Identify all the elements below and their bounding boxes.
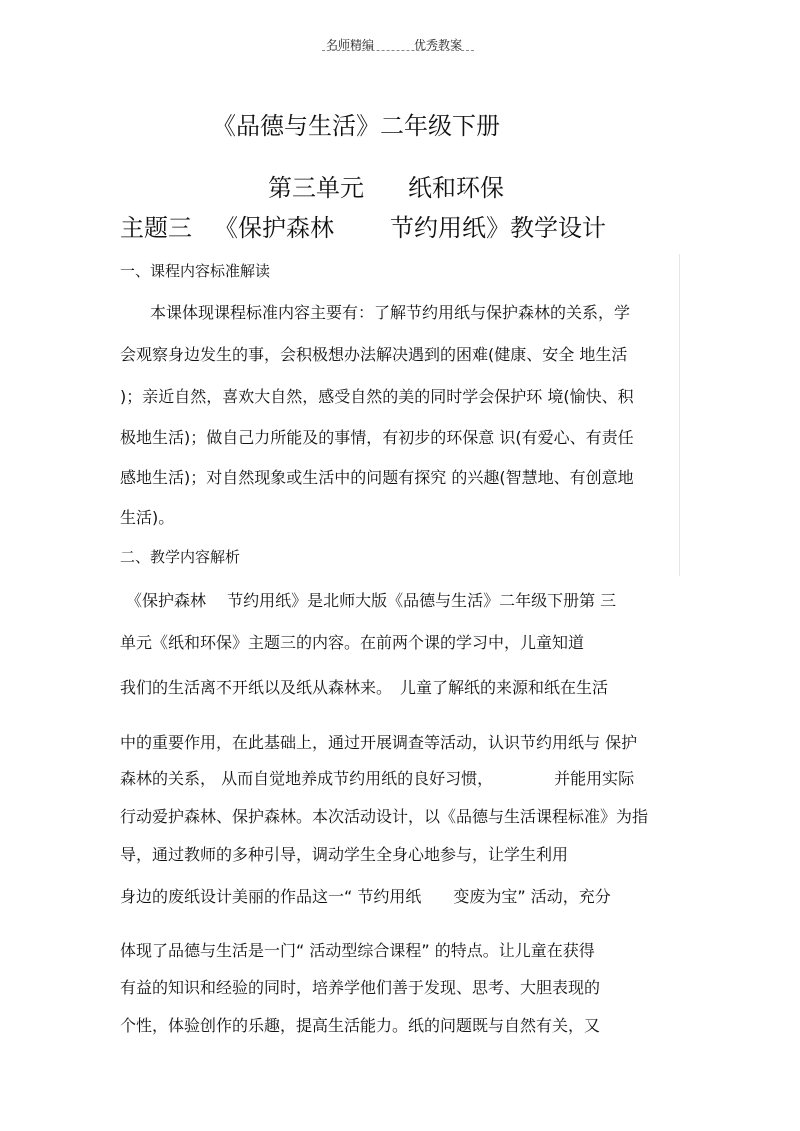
section1-line: 极地生活)；做自己力所能及的事情，有初步的环保意 识(有爱心、有责任 bbox=[120, 428, 634, 447]
section2-line: 导，通过教师的多种引导，调动学生全身心地参与，让学生利用 bbox=[120, 845, 569, 864]
section2-line: 行动爱护森林、保护森林。本次活动设计，以《品德与生活课程标准》为指 bbox=[120, 807, 649, 826]
section2-line: 体现了品德与生活是一门“ 活动型综合课程” 的特点。让儿童在获得 bbox=[120, 941, 595, 960]
section2-line: 《保护森林 节约用纸》是北师大版《品德与生活》二年级下册第 三 bbox=[126, 591, 617, 610]
section1-line: 会观察身边发生的事，会积极想办法解决遇到的困难(健康、安全 地生活 bbox=[120, 345, 628, 364]
section1-line: )；亲近自然，喜欢大自然，感受自然的美的同时学会保护环 境(愉快、积 bbox=[120, 387, 634, 406]
header-left: 名师精编 bbox=[326, 38, 375, 52]
theme-name-part1: 《保护森林 bbox=[214, 214, 334, 242]
section2-line: 森林的关系， 从而自觉地养成节约用纸的良好习惯， 并能用实际 bbox=[120, 769, 635, 788]
section2-line: 我们的生活离不开纸以及纸从森林来。 儿童了解纸的来源和纸在生活 bbox=[120, 678, 609, 697]
theme-name-part2: 节约用纸》教学设计 bbox=[390, 214, 606, 242]
section2-line: 个性，体验创作的乐趣，提高生活能力。纸的问题既与自然有关，又 bbox=[120, 1016, 601, 1035]
section2-line: 中的重要作用，在此基础上，通过开展调查等活动，认识节约用纸与 保护 bbox=[120, 733, 638, 752]
section1-heading: 一、课程内容标准解读 bbox=[120, 262, 271, 280]
unit-label: 第三单元 bbox=[268, 174, 364, 202]
header-right: 优秀教案 bbox=[414, 38, 463, 52]
unit-title bbox=[268, 168, 504, 203]
section1-line: 本课体现课程标准内容主要有：了解节约用纸与保护森林的关系，学 bbox=[150, 303, 631, 322]
section2-line: 有益的知识和经验的同时，培养学他们善于发现、思考、大胆表现的 bbox=[120, 978, 601, 997]
theme-title bbox=[120, 208, 606, 243]
theme-label: 主题三 bbox=[120, 214, 192, 242]
header-divider bbox=[322, 50, 474, 51]
section2-line: 单元《纸和环保》主题三的内容。在前两个课的学习中，儿童知道 bbox=[120, 633, 585, 652]
section2-line: 身边的废纸设计美丽的作品这一“ 节约用纸 变废为宝” 活动，充分 bbox=[120, 887, 611, 906]
unit-name: 纸和环保 bbox=[408, 174, 504, 202]
section2-heading: 二、教学内容解析 bbox=[120, 548, 241, 566]
section1-line: 生活)。 bbox=[120, 508, 175, 527]
margin-line bbox=[679, 254, 680, 576]
book-title: 《品德与生活》二年级下册 bbox=[212, 112, 500, 140]
section1-line: 感地生活)；对自然现象或生活中的问题有探究 的兴趣(智慧地、有创意地 bbox=[120, 468, 634, 487]
